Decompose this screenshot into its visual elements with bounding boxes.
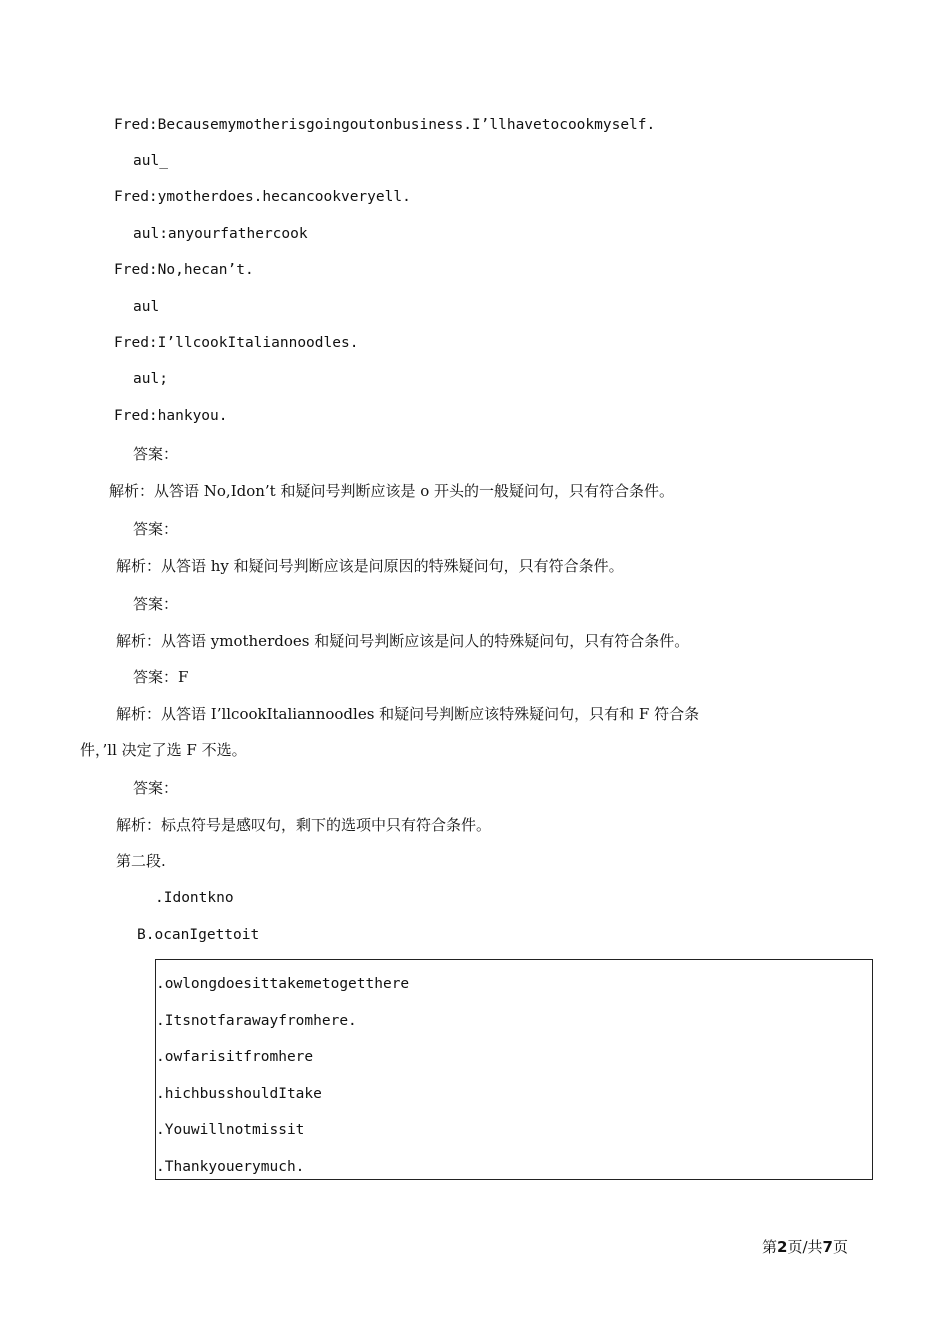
- page-footer: [762, 1237, 848, 1257]
- answer-explanation: 解析：从答语 I’llcookItaliannoodles 和疑问号判断应该特殊疑问句，只有和 F 符合条: [116, 705, 700, 723]
- answer-label: 答案：: [133, 520, 179, 538]
- answer-label: 答案：: [133, 445, 179, 463]
- dialogue-line: aul: [133, 299, 160, 315]
- footer-suffix: 页: [832, 1238, 848, 1256]
- section-heading: 第二段.: [116, 852, 166, 870]
- answer-label: 答案：: [133, 595, 179, 613]
- option-item: .owlongdoesittakemetogetthere: [156, 976, 410, 992]
- footer-prefix: 第: [762, 1238, 778, 1256]
- dialogue-line: Fred:I’llcookItaliannoodles.: [114, 335, 359, 351]
- dialogue-line: aul:anyourfathercook: [133, 226, 308, 242]
- option-item: .Thankyouerymuch.: [156, 1159, 305, 1175]
- footer-mid: 页/共: [787, 1238, 823, 1256]
- option-item: .Youwillnotmissit: [156, 1122, 305, 1138]
- total-page-number: 7: [822, 1238, 833, 1256]
- option-item: B.ocanIgettoit: [137, 927, 260, 943]
- answer-label: 答案：: [133, 779, 179, 797]
- dialogue-line: aul;: [133, 371, 168, 387]
- dialogue-line: Fred:Becausemymotherisgoingoutonbusiness.I’llhavetocookmyself.: [114, 117, 656, 133]
- current-page-number: 2: [777, 1238, 788, 1256]
- answer-explanation-continued: 件，’ll 决定了选 F 不选。: [80, 741, 247, 759]
- options-box: [155, 959, 873, 1180]
- dialogue-line: Fred:No,hecan’t.: [114, 262, 254, 278]
- answer-explanation: 解析：从答语 ymotherdoes 和疑问号判断应该是问人的特殊疑问句，只有符合条件。: [116, 632, 690, 650]
- dialogue-line: Fred:ymotherdoes.hecancookveryell.: [114, 189, 411, 205]
- option-item: .owfarisitfromhere: [156, 1049, 314, 1065]
- option-item: .hichbusshouldItake: [156, 1086, 322, 1102]
- dialogue-line: aul_: [133, 153, 168, 169]
- option-item: .Idontkno: [155, 890, 234, 906]
- answer-explanation: 解析：从答语 hy 和疑问号判断应该是问原因的特殊疑问句，只有符合条件。: [116, 557, 624, 575]
- option-item: .Itsnotfarawayfromhere.: [156, 1013, 357, 1029]
- answer-explanation: 解析：从答语 No,Idon’t 和疑问号判断应该是 o 开头的一般疑问句，只有符合条件。: [109, 482, 675, 500]
- dialogue-line: Fred:hankyou.: [114, 408, 228, 424]
- answer-label: 答案：F: [133, 668, 189, 686]
- answer-explanation: 解析：标点符号是感叹句，剩下的选项中只有符合条件。: [116, 816, 492, 834]
